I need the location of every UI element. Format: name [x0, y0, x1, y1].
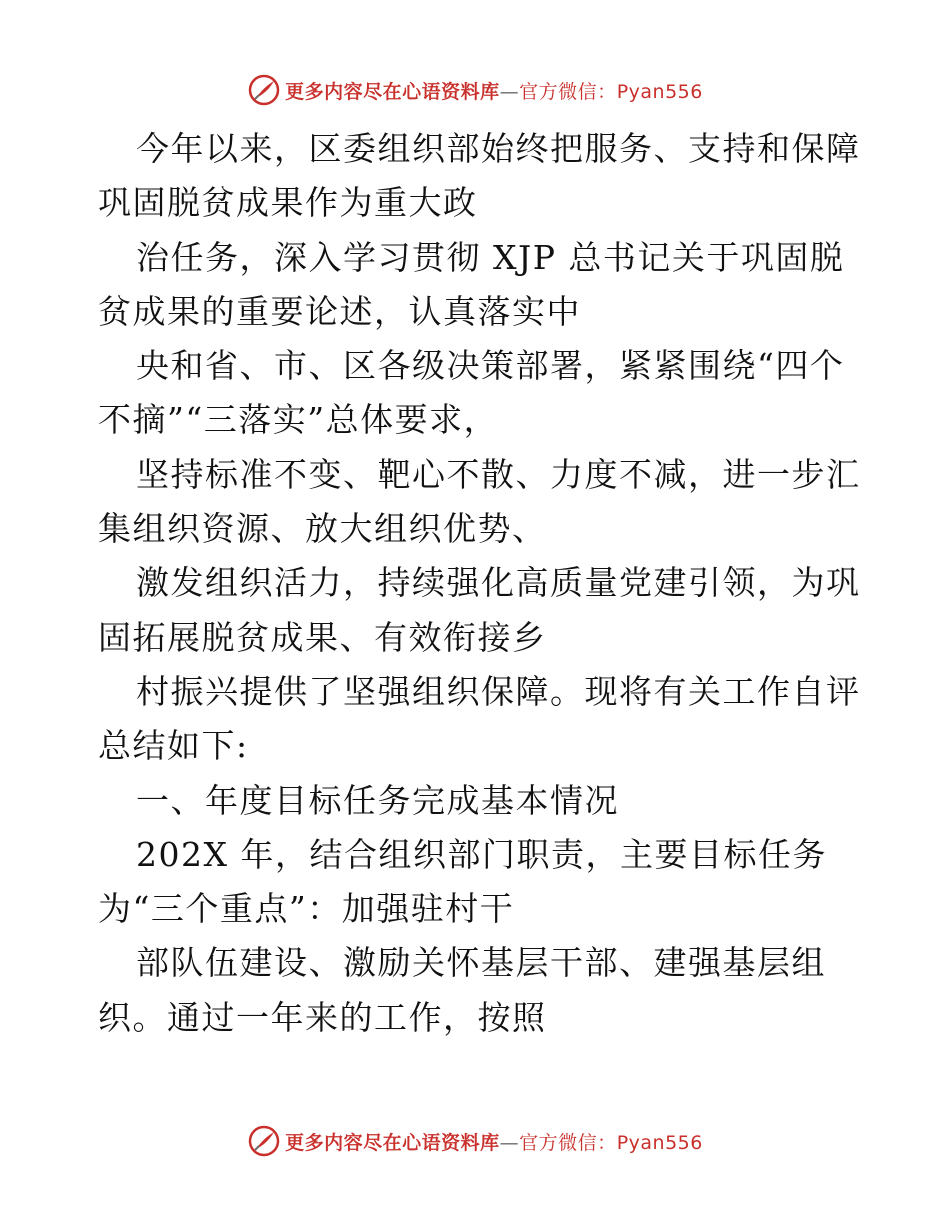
document-body: [98, 122, 861, 1045]
watermark-wechat-label: 官方微信：: [519, 1131, 617, 1154]
text-line: 巩固脱贫成果作为重大政: [98, 183, 478, 223]
watermark-text: [285, 77, 703, 104]
watermark-text: [285, 1128, 703, 1155]
text-line: 激发组织活力，持续强化高质量党建引领，为巩: [136, 563, 861, 603]
watermark-wechat-id: Pyan556: [616, 1131, 703, 1154]
text-line: 贫成果的重要论述，认真落实中: [98, 291, 581, 331]
watermark-separator: —: [499, 80, 520, 103]
text-line: 治任务，深入学习贯彻 XJP 总书记关于巩固脱: [136, 237, 845, 277]
text-line: 央和省、市、区各级决策部署，紧紧围绕“四个: [136, 346, 845, 386]
text-line: 为“三个重点”：加强驻村干: [98, 889, 515, 929]
text-line: 织。通过一年来的工作，按照: [98, 997, 547, 1037]
watermark-wechat-id: Pyan556: [616, 80, 703, 103]
footer-watermark: [0, 1123, 950, 1159]
text-line: 坚持标准不变、靶心不散、力度不减，进一步汇: [136, 454, 861, 494]
text-line: 集组织资源、放大组织优势、: [98, 509, 547, 549]
watermark-separator: —: [499, 1131, 520, 1154]
watermark-site: 更多内容尽在心语资料库: [285, 1131, 500, 1154]
text-line: 部队伍建设、激励关怀基层干部、建强基层组: [136, 943, 826, 983]
text-line: 固拓展脱贫成果、有效衔接乡: [98, 617, 547, 657]
text-line: 不摘”“三落实”总体要求，: [98, 400, 499, 440]
quill-logo-icon: [247, 1124, 281, 1158]
watermark-wechat-label: 官方微信：: [519, 80, 617, 103]
text-line: 一、年度目标任务完成基本情况: [136, 780, 619, 820]
quill-logo-icon: [247, 73, 281, 107]
text-line: 今年以来，区委组织部始终把服务、支持和保障: [136, 129, 861, 168]
watermark-site: 更多内容尽在心语资料库: [285, 80, 500, 103]
text-line: 202X 年，结合组织部门职责，主要目标任务: [136, 834, 827, 874]
header-watermark: [0, 72, 950, 108]
text-line: 总结如下:: [98, 726, 249, 766]
text-line: 村振兴提供了坚强组织保障。现将有关工作自评: [136, 671, 861, 711]
